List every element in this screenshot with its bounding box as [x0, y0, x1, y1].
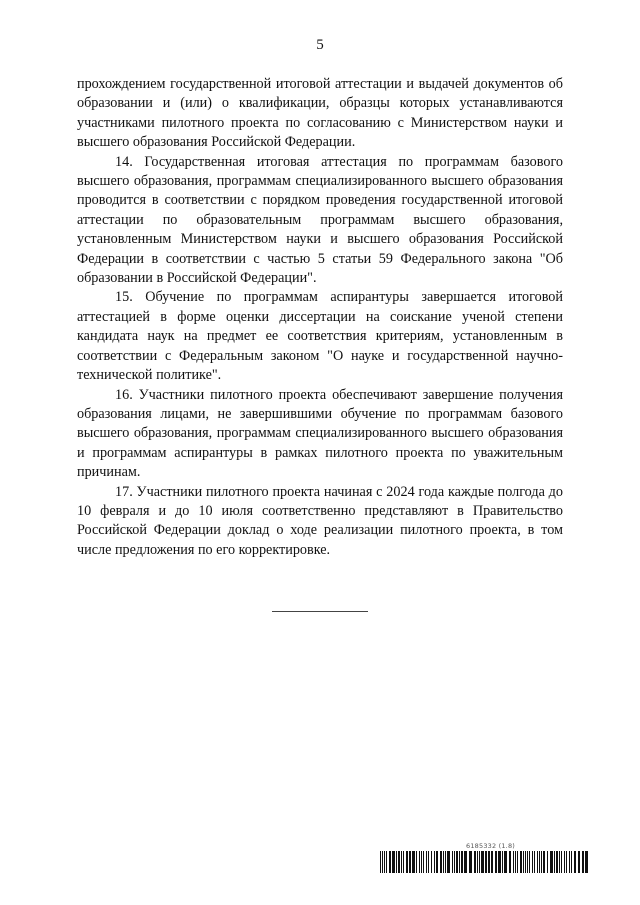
- barcode-bar: [513, 851, 514, 873]
- barcode-bar: [525, 851, 526, 873]
- paragraph-item-14: 14. Государственная итоговая аттестация по программам базового высшего образования, программам специализированного высшего образования проводится в соответствии с порядком проведения государственной итоговой аттестации по образовательным программам высшего образования, установленным Министерством науки и высшего образования Российской Федерации в соответствии с частью 5 статьи 59 Федерального закона "Об образовании в Российской Федерации".: [77, 153, 563, 287]
- barcode-bar: [515, 851, 516, 873]
- barcode-bar: [571, 851, 572, 873]
- barcode-bar: [412, 851, 415, 873]
- barcode-bar: [517, 851, 518, 873]
- paragraph-item-16: 16. Участники пилотного проекта обеспечивают завершение получения образования лицами, не завершившими обучение по программам базового высшего образования, программам специализированного высшего образования и программам аспирантуры в рамках пилотного проекта по уважительным причинам.: [77, 386, 563, 481]
- barcode-bar: [502, 851, 503, 873]
- barcode-bar: [585, 851, 588, 873]
- barcode-bar: [547, 851, 548, 873]
- barcode-bar: [459, 851, 460, 873]
- barcode-bar: [564, 851, 565, 873]
- barcode-bar: [474, 851, 476, 873]
- barcode-bar: [541, 851, 542, 873]
- barcode-bar: [461, 851, 463, 873]
- barcode-bar: [454, 851, 455, 873]
- barcode-bar: [556, 851, 558, 873]
- barcode-bar: [495, 851, 497, 873]
- barcode-bar: [445, 851, 446, 873]
- barcode-bar: [434, 851, 435, 873]
- barcode-bar: [386, 851, 387, 873]
- barcode-bar: [481, 851, 484, 873]
- barcode-bar: [431, 851, 432, 873]
- barcode-bar: [532, 851, 533, 873]
- barcode-bar: [534, 851, 535, 873]
- barcode-bar: [452, 851, 453, 873]
- barcode-bar: [406, 851, 408, 873]
- barcode-bar: [569, 851, 570, 873]
- barcode-bar: [566, 851, 567, 873]
- barcode-bar: [419, 851, 420, 873]
- barcode-bar: [428, 851, 429, 873]
- barcode-icon: [380, 851, 588, 873]
- barcode-bar: [423, 851, 424, 873]
- barcode-bar: [403, 851, 404, 873]
- barcode-bar: [520, 851, 522, 873]
- barcode-bar: [578, 851, 580, 873]
- paragraph-continuation: прохождением государственной итоговой аттестации и выдачей документов об образовании и (или) о квалификации, образцы которых устанавливаются участниками пилотного проекта по согласованию с Министерством науки и высшего образования Российской Федерации.: [77, 76, 563, 151]
- barcode-bar: [416, 851, 417, 873]
- barcode-bar: [436, 851, 438, 873]
- barcode-bar: [529, 851, 530, 873]
- barcode-bar: [509, 851, 511, 873]
- barcode-bar: [464, 851, 467, 873]
- barcode-bar: [426, 851, 427, 873]
- barcode-bar: [582, 851, 584, 873]
- barcode-bar: [550, 851, 553, 873]
- barcode-bar: [440, 851, 442, 873]
- barcode-bar: [396, 851, 397, 873]
- barcode-bar: [504, 851, 507, 873]
- paragraph-item-15: 15. Обучение по программам аспирантуры завершается итоговой аттестацией в форме оценки диссертации на соискание ученой степени кандидата наук на предмет ее соответствия критериям, установленным в соответствии с Федеральным законом "О науке и государственной научно-технической политике".: [77, 289, 563, 384]
- barcode-bar: [443, 851, 444, 873]
- barcode-bar: [479, 851, 480, 873]
- barcode-bar: [485, 851, 487, 873]
- barcode-bar: [389, 851, 391, 873]
- barcode-bar: [469, 851, 472, 873]
- barcode-bar: [527, 851, 528, 873]
- document-code: 6185332 (1.8): [466, 842, 516, 850]
- page-number: 5: [316, 37, 324, 53]
- barcode-bar: [380, 851, 381, 873]
- barcode-bar: [392, 851, 395, 873]
- end-of-text-rule: [272, 611, 368, 612]
- barcode-bar: [523, 851, 524, 873]
- barcode-bar: [488, 851, 490, 873]
- barcode-bar: [398, 851, 400, 873]
- barcode-bar: [543, 851, 545, 873]
- barcode-bar: [537, 851, 538, 873]
- barcode-bar: [384, 851, 385, 873]
- paragraph-item-17: 17. Участники пилотного проекта начиная с 2024 года каждые полгода до 10 февраля и до 10 июля соответственно представляют в Правительство Российской Федерации доклад о ходе реализации пилотного проекта, в том числе предложения по его корректировке.: [77, 483, 563, 558]
- barcode-bar: [554, 851, 555, 873]
- barcode-bar: [382, 851, 383, 873]
- barcode-bar: [447, 851, 450, 873]
- barcode-bar: [491, 851, 493, 873]
- barcode-bar: [409, 851, 411, 873]
- barcode-bar: [401, 851, 402, 873]
- barcode-bar: [421, 851, 422, 873]
- barcode-bar: [574, 851, 576, 873]
- barcode-bar: [539, 851, 540, 873]
- barcode-bar: [561, 851, 562, 873]
- barcode-bar: [456, 851, 458, 873]
- barcode-bar: [498, 851, 501, 873]
- document-body: [77, 75, 563, 560]
- barcode-bar: [559, 851, 560, 873]
- barcode-bar: [477, 851, 478, 873]
